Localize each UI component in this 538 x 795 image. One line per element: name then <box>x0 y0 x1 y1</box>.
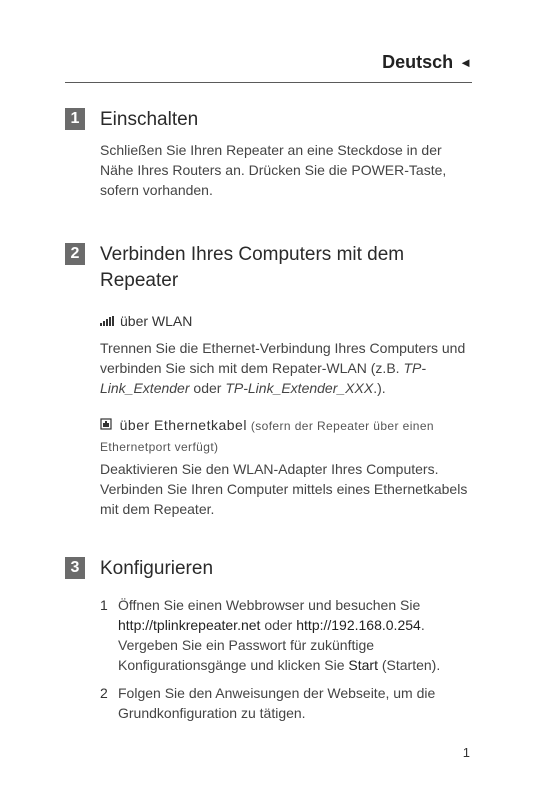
arrow-left-icon: ◄ <box>459 55 472 70</box>
url-ip-address[interactable]: http://192.168.0.254 <box>296 617 421 633</box>
section-title: Verbinden Ihres Computers mit dem Repeater <box>100 244 405 291</box>
page-header <box>65 52 472 83</box>
step-number: 2 <box>100 685 108 701</box>
wlan-text-part: oder <box>189 380 226 396</box>
wifi-signal-icon <box>100 316 114 326</box>
step-text-part: oder <box>260 617 297 633</box>
wlan-label: über WLAN <box>120 313 193 329</box>
start-label: Start <box>348 657 378 673</box>
language-text: Deutsch <box>382 52 454 72</box>
step-text: Folgen Sie den Anweisungen der Webseite, um die Grundkonfiguration zu tätigen. <box>118 685 436 721</box>
section-1-heading <box>65 107 430 133</box>
section-number-badge: 1 <box>65 108 85 130</box>
section-title: Einschalten <box>100 109 199 130</box>
ssid-example-1: TP-Link_Extender <box>100 360 427 396</box>
step-text-part: Öffnen Sie einen Webbrowser und besuchen Sie <box>118 597 421 613</box>
wlan-subheading <box>100 313 192 329</box>
section-number-badge: 3 <box>65 557 85 579</box>
list-item <box>100 595 472 675</box>
url-tplinkrepeater[interactable]: http://tplinkrepeater.net <box>118 617 261 633</box>
page-number: 1 <box>462 745 470 760</box>
ethernet-subheading <box>100 415 472 457</box>
wlan-text-part: Trennen Sie die Ethernet-Verbindung Ihres Computers und verbinden Sie sich mit dem Repater-WLAN (z.B. <box>100 340 466 376</box>
section-number-badge: 2 <box>65 243 85 265</box>
list-item <box>100 683 472 723</box>
step-text-part: (Starten). <box>377 657 441 673</box>
wlan-text <box>100 338 472 398</box>
configure-steps <box>100 595 472 731</box>
ssid-example-2: TP-Link_Extender_XXX <box>225 380 374 396</box>
ethernet-note: (sofern der Repeater über einen Ethernetport verfügt) <box>100 419 434 454</box>
section-1-text: Schließen Sie Ihren Repeater an eine Steckdose in der Nähe Ihres Routers an. Drücken Sie die POWER-Taste, sofern vorhanden. <box>100 142 447 198</box>
language-label <box>382 52 472 73</box>
section-3-heading <box>65 556 430 582</box>
ethernet-port-icon <box>100 418 116 433</box>
section-2-heading <box>65 242 430 294</box>
step-text-part: . Vergeben Sie ein Passwort für zukünftige Konfigurationsgänge und klicken Sie <box>118 617 425 673</box>
ethernet-text: Deaktivieren Sie den WLAN-Adapter Ihres Computers. Verbinden Sie Ihren Computer mittels eines Ethernetkabels mit dem Repeater. <box>100 461 468 517</box>
wlan-text-part: .). <box>373 380 386 396</box>
step-text <box>118 595 472 675</box>
step-number: 1 <box>100 597 108 613</box>
section-title: Konfigurieren <box>100 558 214 579</box>
ethernet-label: über Ethernetkabel <box>119 417 247 433</box>
